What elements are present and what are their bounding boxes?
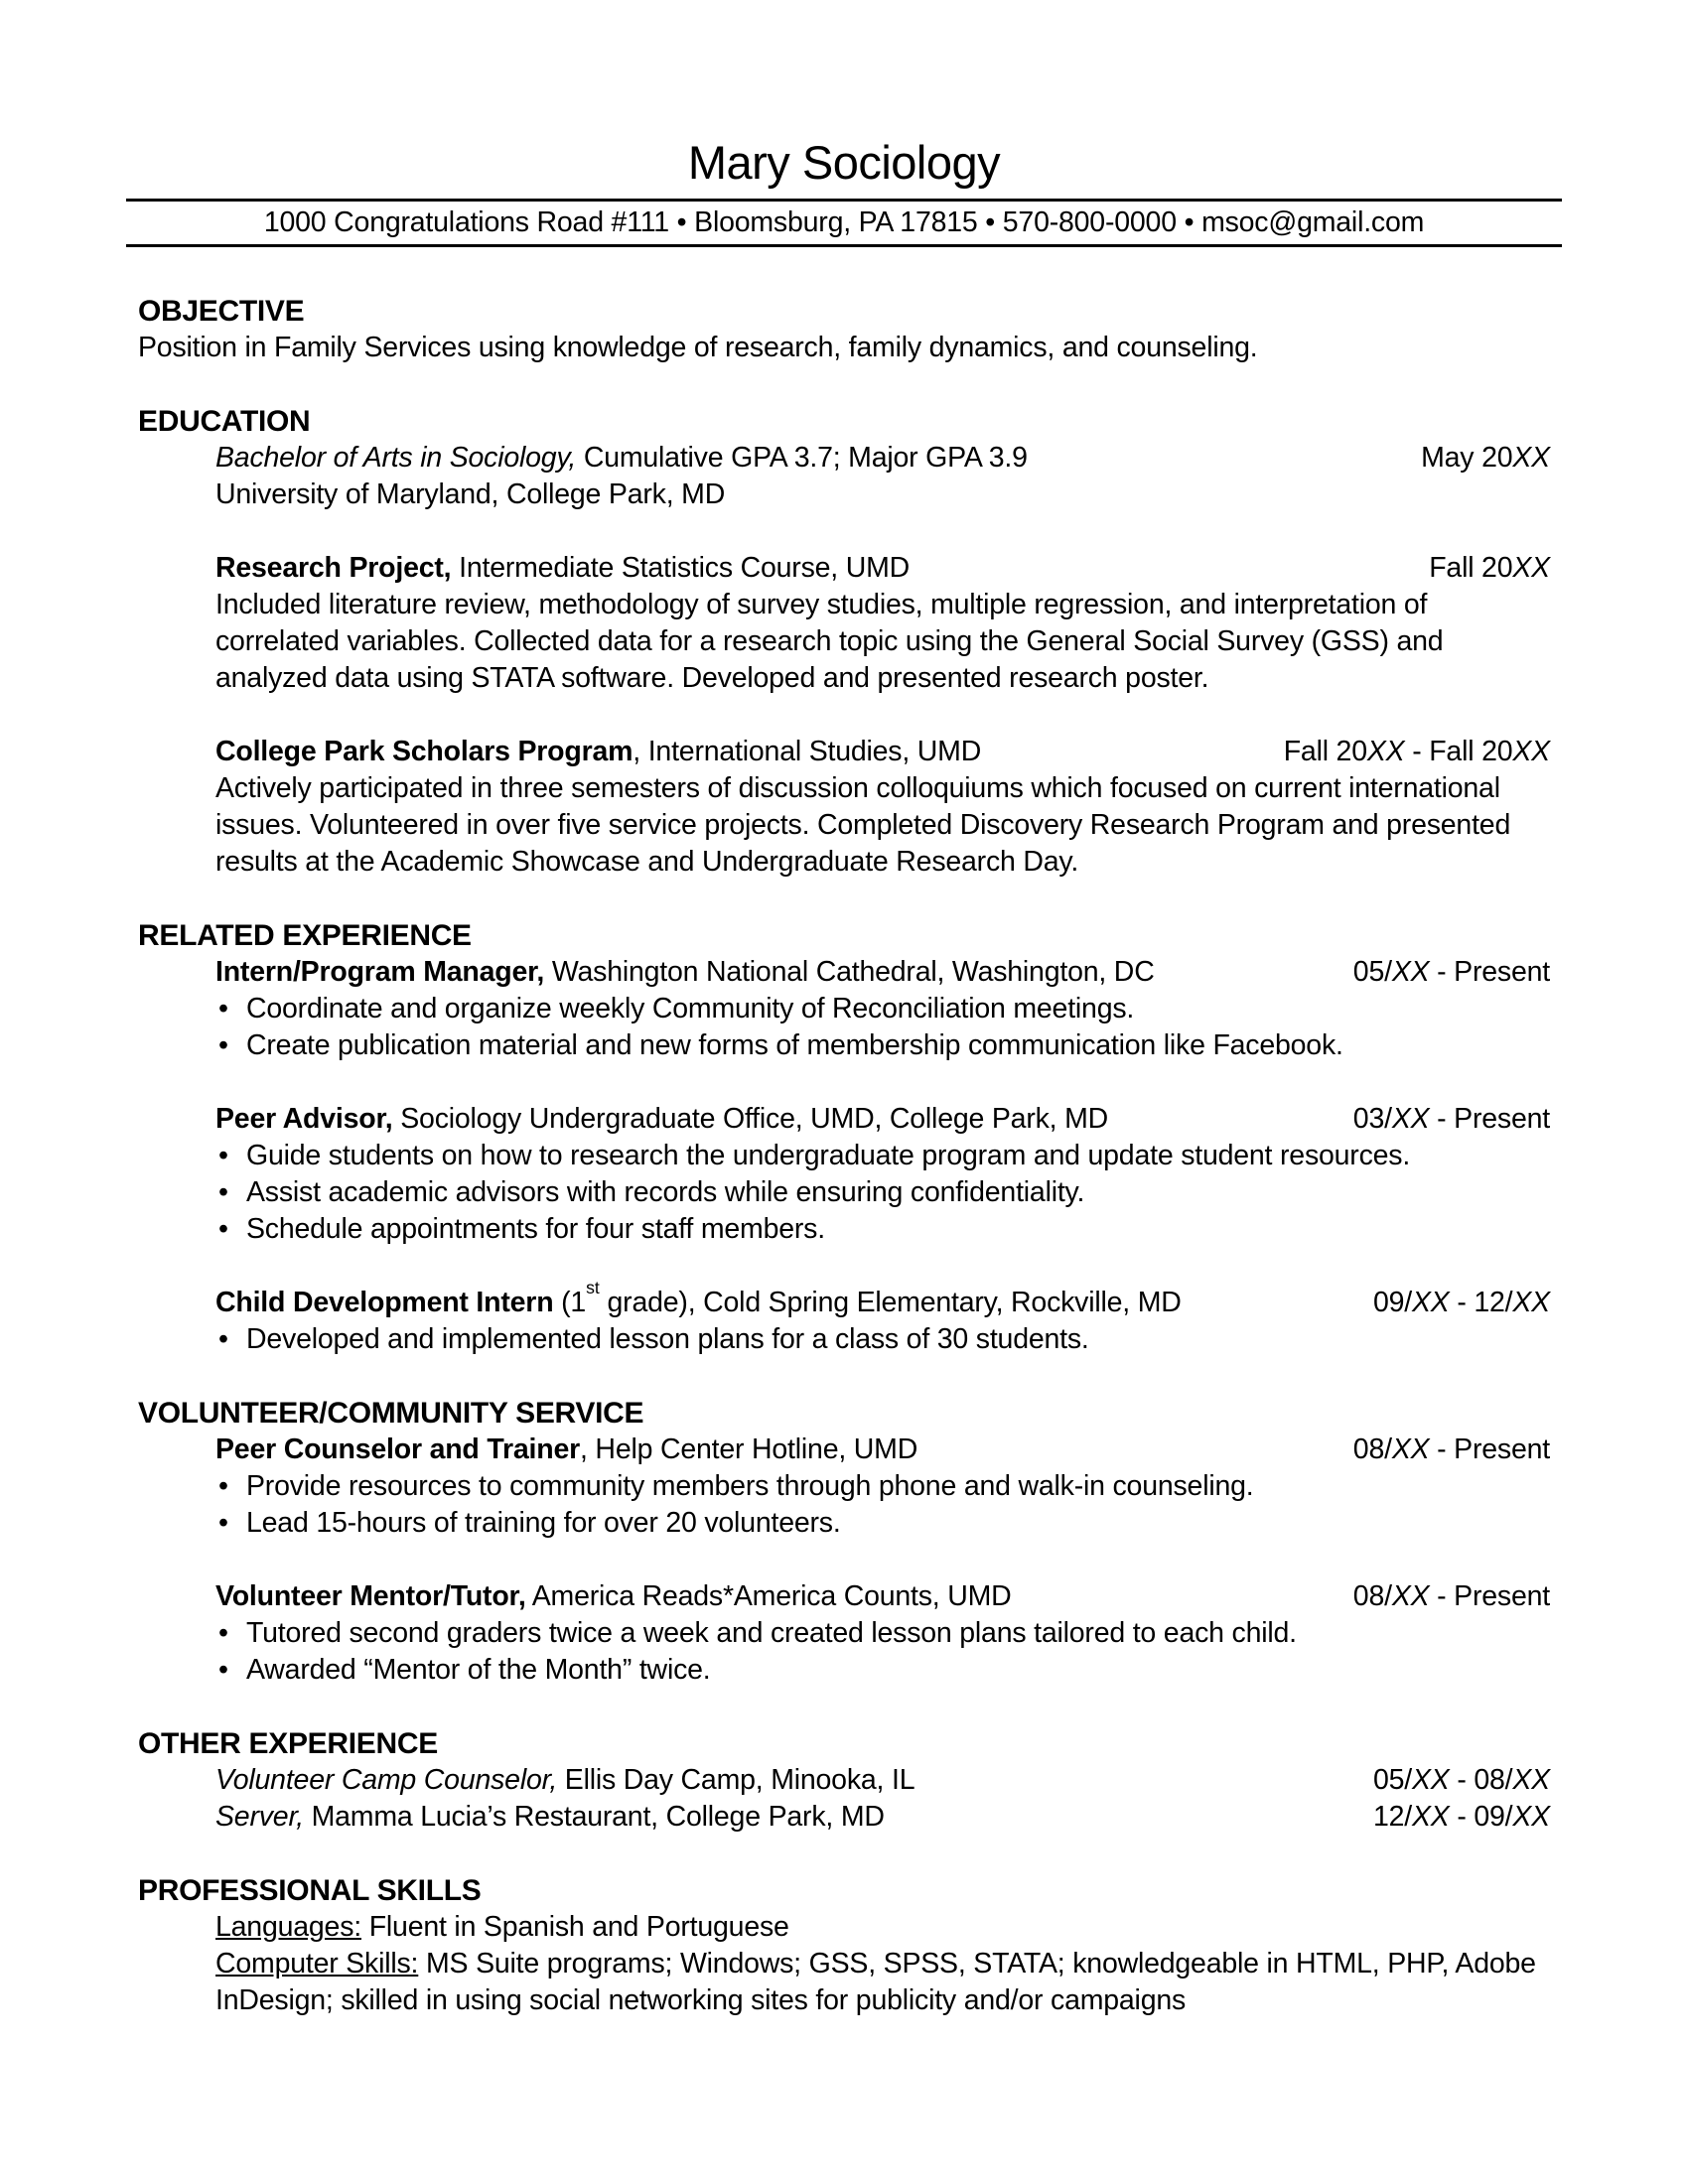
section-objective	[138, 293, 1550, 366]
research-title	[215, 550, 929, 587]
date-part: 09/	[1372, 1287, 1412, 1318]
research-description: Included literature review, methodology of survey studies, multiple regression, and interpretation of correlated variables. Collected data for a research topic using the General Social Survey (GSS) and analyzed data using STATA software. Developed and presented research poster.	[215, 589, 1444, 694]
entry-title	[215, 1101, 1128, 1138]
entry-title-bold: Peer Advisor,	[215, 1103, 393, 1135]
date-part-italic: XX	[1391, 1103, 1430, 1135]
ordinal-superscript: st	[586, 1277, 600, 1297]
date-part: 08/	[1352, 1580, 1392, 1612]
bullet-item: • Awarded “Mentor of the Month” twice.	[215, 1652, 1550, 1689]
entry-title	[215, 1799, 905, 1836]
header-rule-bottom	[126, 244, 1562, 247]
entry-date	[1353, 954, 1550, 991]
entry-title-line	[215, 1432, 1550, 1468]
bullet-item: • Coordinate and organize weekly Community of Reconciliation meetings.	[215, 991, 1550, 1027]
research-date	[1429, 550, 1550, 587]
entry-date	[1373, 1285, 1550, 1321]
person-name: Mary Sociology	[687, 136, 1001, 189]
bullet-item: • Schedule appointments for four staff members.	[215, 1211, 1550, 1248]
research-title-rest: Intermediate Statistics Course, UMD	[451, 552, 911, 584]
date-part-italic: XX	[1391, 1580, 1430, 1612]
date-part: Fall 20	[1283, 736, 1367, 767]
date-part: - Present	[1429, 1103, 1550, 1135]
date-part: 12/	[1372, 1801, 1412, 1833]
degree-date	[1421, 440, 1550, 477]
date-part-italic: XX	[1512, 442, 1550, 474]
contact-line: 1000 Congratulations Road #111 • Bloomsburg, PA 17815 • 570-800-0000 • msoc@gmail.com	[263, 206, 1425, 238]
date-part: - Fall 20	[1404, 736, 1513, 767]
bullet-list	[215, 1468, 1550, 1542]
degree-title-line	[215, 440, 1550, 477]
entry-title-rest: Mamma Lucia’s Restaurant, College Park, MD	[303, 1801, 885, 1833]
entry-volunteer-mentor-tutor	[215, 1578, 1550, 1689]
entry-degree	[215, 440, 1550, 513]
degree-name: Bachelor of Arts in Sociology,	[215, 442, 577, 474]
entry-date	[1353, 1101, 1550, 1138]
entry-title	[215, 1277, 1201, 1321]
date-part-italic: XX	[1512, 1801, 1550, 1833]
entry-title-rest: grade), Cold Spring Elementary, Rockville, MD	[599, 1287, 1182, 1318]
entry-child-development-intern	[215, 1277, 1550, 1358]
degree-school: University of Maryland, College Park, MD	[215, 478, 726, 510]
skills-languages-text: Fluent in Spanish and Portuguese	[360, 1911, 789, 1943]
other-heading: OTHER EXPERIENCE	[138, 1727, 438, 1760]
degree-gpa: Cumulative GPA 3.7; Major GPA 3.9	[576, 442, 1028, 474]
bullet-item: • Guide students on how to research the undergraduate program and update student resources.	[215, 1138, 1550, 1174]
bullet-item: • Assist academic advisors with records while ensuring confidentiality.	[215, 1174, 1550, 1211]
entry-title-rest: Sociology Undergraduate Office, UMD, College Park, MD	[392, 1103, 1109, 1135]
skills-computer-text: MS Suite programs; Windows; GSS, SPSS, STATA; knowledgeable in HTML, PHP, Adobe InDesign; skilled in using social networking sites for publicity and/or campaigns	[215, 1948, 1536, 2016]
skills-languages	[215, 1909, 1550, 1946]
date-part-italic: XX	[1391, 956, 1430, 988]
entry-peer-counselor	[215, 1432, 1550, 1542]
section-related-experience	[138, 917, 1550, 1358]
entry-title-rest: America Reads*America Counts, UMD	[525, 1580, 1012, 1612]
skills-heading: PROFESSIONAL SKILLS	[138, 1874, 482, 1907]
entry-title	[215, 1578, 1032, 1615]
entry-server	[215, 1799, 1550, 1836]
section-professional-skills	[138, 1872, 1550, 2019]
date-part: 08/	[1352, 1433, 1392, 1465]
entry-title-italic: Server,	[215, 1801, 304, 1833]
date-part-italic: XX	[1412, 1764, 1450, 1796]
entry-title	[215, 1432, 937, 1468]
entry-title-rest: Washington National Cathedral, Washington, DC	[544, 956, 1155, 988]
entry-date	[1373, 1799, 1550, 1836]
scholars-title	[215, 734, 1001, 770]
date-part: - 09/	[1449, 1801, 1513, 1833]
bullet-item: • Provide resources to community members through phone and walk-in counseling.	[215, 1468, 1550, 1505]
scholars-description: Actively participated in three semesters of discussion colloquiums which focused on current international issues. Volunteered in over five service projects. Completed Discovery Research Program and presented results at the Academic Showcase and Undergraduate Research Day.	[215, 772, 1511, 878]
objective-heading: OBJECTIVE	[138, 295, 305, 328]
date-part: May 20	[1421, 442, 1513, 474]
bullet-list	[215, 1615, 1550, 1689]
entry-title-line	[215, 1578, 1550, 1615]
entry-title-italic: Volunteer Camp Counselor,	[215, 1764, 558, 1796]
related-heading: RELATED EXPERIENCE	[138, 919, 472, 952]
skills-computer	[215, 1946, 1550, 2019]
objective-text: Position in Family Services using knowledge of research, family dynamics, and counseling.	[138, 332, 1258, 363]
entry-title-bold: Child Development Intern	[215, 1287, 554, 1318]
bullet-item: • Lead 15-hours of training for over 20 volunteers.	[215, 1505, 1550, 1542]
section-volunteer-service	[138, 1395, 1550, 1689]
research-title-bold: Research Project,	[215, 552, 452, 584]
entry-scholars-program	[215, 734, 1550, 881]
date-part: 03/	[1352, 1103, 1392, 1135]
entry-title-bold: Peer Counselor and Trainer	[215, 1433, 580, 1465]
date-part-italic: XX	[1512, 1287, 1550, 1318]
date-part-italic: XX	[1412, 1801, 1450, 1833]
bullet-item: • Create publication material and new forms of membership communication like Facebook.	[215, 1027, 1550, 1064]
scholars-date	[1284, 734, 1550, 770]
entry-title-bold: Intern/Program Manager,	[215, 956, 545, 988]
skills-languages-label: Languages:	[215, 1911, 361, 1943]
date-part: 05/	[1352, 956, 1392, 988]
bullet-item: • Tutored second graders twice a week and created lesson plans tailored to each child.	[215, 1615, 1550, 1652]
date-part: - Present	[1429, 956, 1550, 988]
section-education	[138, 403, 1550, 881]
entry-title-line	[215, 954, 1550, 991]
date-part: - 12/	[1449, 1287, 1513, 1318]
entry-intern-program-manager	[215, 954, 1550, 1064]
skills-computer-label: Computer Skills:	[215, 1948, 419, 1979]
bullet-list	[215, 991, 1550, 1064]
resume-header	[126, 0, 1562, 247]
entry-peer-advisor	[215, 1101, 1550, 1248]
date-part: - Present	[1429, 1433, 1550, 1465]
bullet-item: • Developed and implemented lesson plans for a class of 30 students.	[215, 1321, 1550, 1358]
date-part-italic: XX	[1512, 552, 1550, 584]
bullet-list	[215, 1138, 1550, 1248]
entry-title-bold: Volunteer Mentor/Tutor,	[215, 1580, 526, 1612]
date-part-italic: XX	[1391, 1433, 1430, 1465]
scholars-title-line	[215, 734, 1550, 770]
date-part-italic: XX	[1366, 736, 1405, 767]
entry-date	[1373, 1762, 1550, 1799]
entry-camp-counselor	[215, 1762, 1550, 1799]
degree-title	[215, 440, 1048, 477]
scholars-title-rest: , International Studies, UMD	[633, 736, 982, 767]
entry-date	[1353, 1578, 1550, 1615]
entry-title	[215, 1762, 934, 1799]
entry-date	[1353, 1432, 1550, 1468]
entry-title-rest: Ellis Day Camp, Minooka, IL	[557, 1764, 915, 1796]
bullet-list	[215, 1321, 1550, 1358]
entry-title-pre-sup: (1	[553, 1287, 587, 1318]
date-part-italic: XX	[1512, 1764, 1550, 1796]
entry-title	[215, 954, 1175, 991]
entry-title-line	[215, 1101, 1550, 1138]
research-title-line	[215, 550, 1550, 587]
date-part: 05/	[1372, 1764, 1412, 1796]
entry-title-rest: , Help Center Hotline, UMD	[580, 1433, 918, 1465]
education-heading: EDUCATION	[138, 405, 311, 438]
volunteer-heading: VOLUNTEER/COMMUNITY SERVICE	[138, 1397, 644, 1430]
date-part: - 08/	[1449, 1764, 1513, 1796]
date-part-italic: XX	[1512, 736, 1550, 767]
date-part-italic: XX	[1412, 1287, 1450, 1318]
date-part: - Present	[1429, 1580, 1550, 1612]
entry-title-line	[215, 1277, 1550, 1321]
resume-body	[126, 293, 1562, 2019]
date-part: Fall 20	[1429, 552, 1513, 584]
scholars-title-bold: College Park Scholars Program	[215, 736, 633, 767]
entry-research-project	[215, 550, 1550, 697]
section-other-experience	[138, 1725, 1550, 1836]
